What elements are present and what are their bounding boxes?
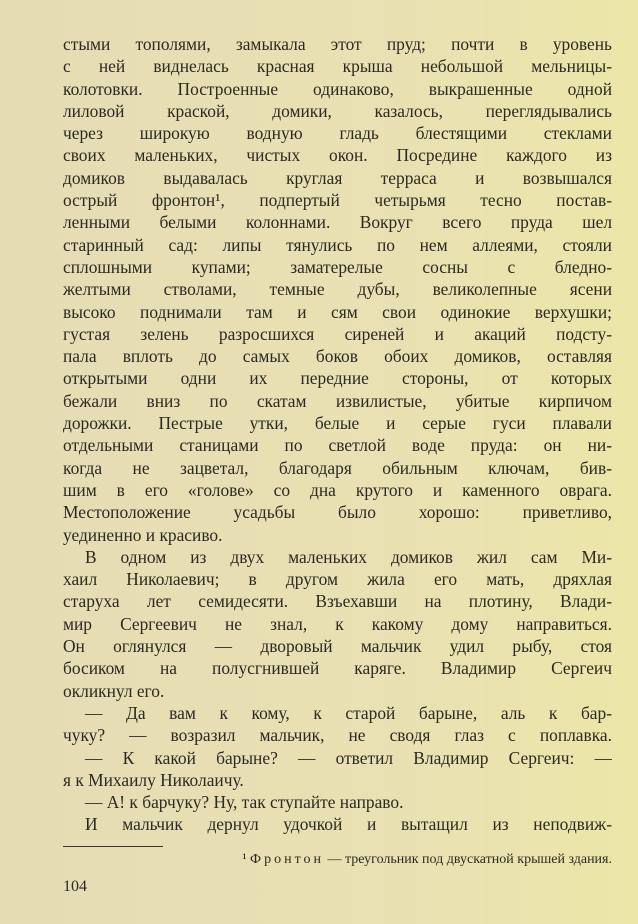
body-text: [63, 33, 612, 836]
text-line: отдельными станицами по светлой воде пруда: он ни-: [63, 435, 612, 456]
text-line: когда не зацветал, благодаря обильным ключам, бив-: [63, 457, 612, 478]
text-line: ленными белыми колоннами. Вокруг всего пруда шел: [63, 212, 612, 233]
text-line: Он оглянулся — дворовый мальчик удил рыбу, стоя: [63, 636, 612, 657]
text-line: — А! к барчуку? Ну, так ступайте направо.: [85, 792, 404, 813]
text-line: открытыми одни их передние стороны, от которых: [63, 368, 612, 389]
text-line: через широкую водную гладь блестящими стеклами: [63, 123, 612, 144]
text-line: я к Михаилу Николаичу.: [63, 769, 244, 790]
text-line: сплошными купами; заматерелые сосны с бледно-: [63, 256, 612, 277]
footnote-term: Фронтон: [250, 852, 325, 867]
text-line: колотовки. Построенные одинаково, выкрашенные одной: [63, 78, 612, 99]
text-line: старинный сад: липы тянулись по нем аллеями, стояли: [63, 234, 612, 255]
text-line: уединенно и красиво.: [63, 524, 223, 545]
text-line: густая зелень разросшихся сиреней и акаций подсту-: [63, 323, 612, 344]
footnote-marker: ¹: [242, 852, 247, 867]
text-line: мир Сергеевич не знал, к какому дому направиться.: [63, 613, 612, 634]
text-line: дорожки. Пестрые утки, белые и серые гуси плавали: [63, 413, 612, 434]
text-line: желтыми стволами, темные дубы, великолепные ясени: [63, 279, 612, 300]
text-line: чуку? — возразил мальчик, не сводя глаз с поплавка.: [63, 725, 612, 746]
page-number: 104: [63, 878, 87, 895]
text-line: острый фронтон¹, подпертый четырьмя тесно постав-: [63, 190, 612, 211]
footnote-divider: [63, 846, 163, 847]
text-line: шим в его «голове» со дна крутого и каменного оврага.: [63, 479, 612, 500]
text-line: — К какой барыне? — ответил Владимир Сергеич: —: [85, 747, 612, 768]
text-line: с ней виднелась красная крыша небольшой мельницы-: [63, 56, 612, 77]
text-line: старуха лет семидесяти. Взъехавши на плотину, Влади-: [63, 591, 612, 612]
footnote: [63, 851, 612, 869]
text-line: босиком на полусгнившей каряге. Владимир Сергеич: [63, 658, 612, 679]
text-line: окликнул его.: [63, 680, 165, 701]
text-line: своих маленьких, чистых окон. Посредине каждого из: [63, 145, 612, 166]
text-line: домиков выдавалась круглая терраса и возвышался: [63, 167, 612, 188]
footnote-definition: — треугольник под двускатной крышей здания.: [327, 852, 612, 867]
text-line: В одном из двух маленьких домиков жил сам Ми-: [85, 546, 612, 567]
text-line: хаил Николаевич; в другом жила его мать, дряхлая: [63, 569, 612, 590]
text-line: лиловой краской, домики, казалось, переглядывались: [63, 100, 612, 121]
text-line: Местоположение усадьбы было хорошо: приветливо,: [63, 502, 612, 523]
text-line: — Да вам к кому, к старой барыне, аль к бар-: [85, 702, 612, 723]
text-line: И мальчик дернул удочкой и вытащил из неподвиж-: [85, 814, 612, 835]
text-line: высоко поднимали там и сям свои одинокие верхушки;: [63, 301, 612, 322]
text-line: пала вплоть до самых боков обоих домиков, оставляя: [63, 346, 612, 367]
text-line: бежали вниз по скатам извилистые, убитые кирпичом: [63, 390, 612, 411]
text-line: стыми тополями, замыкала этот пруд; почти в уровень: [63, 34, 612, 54]
